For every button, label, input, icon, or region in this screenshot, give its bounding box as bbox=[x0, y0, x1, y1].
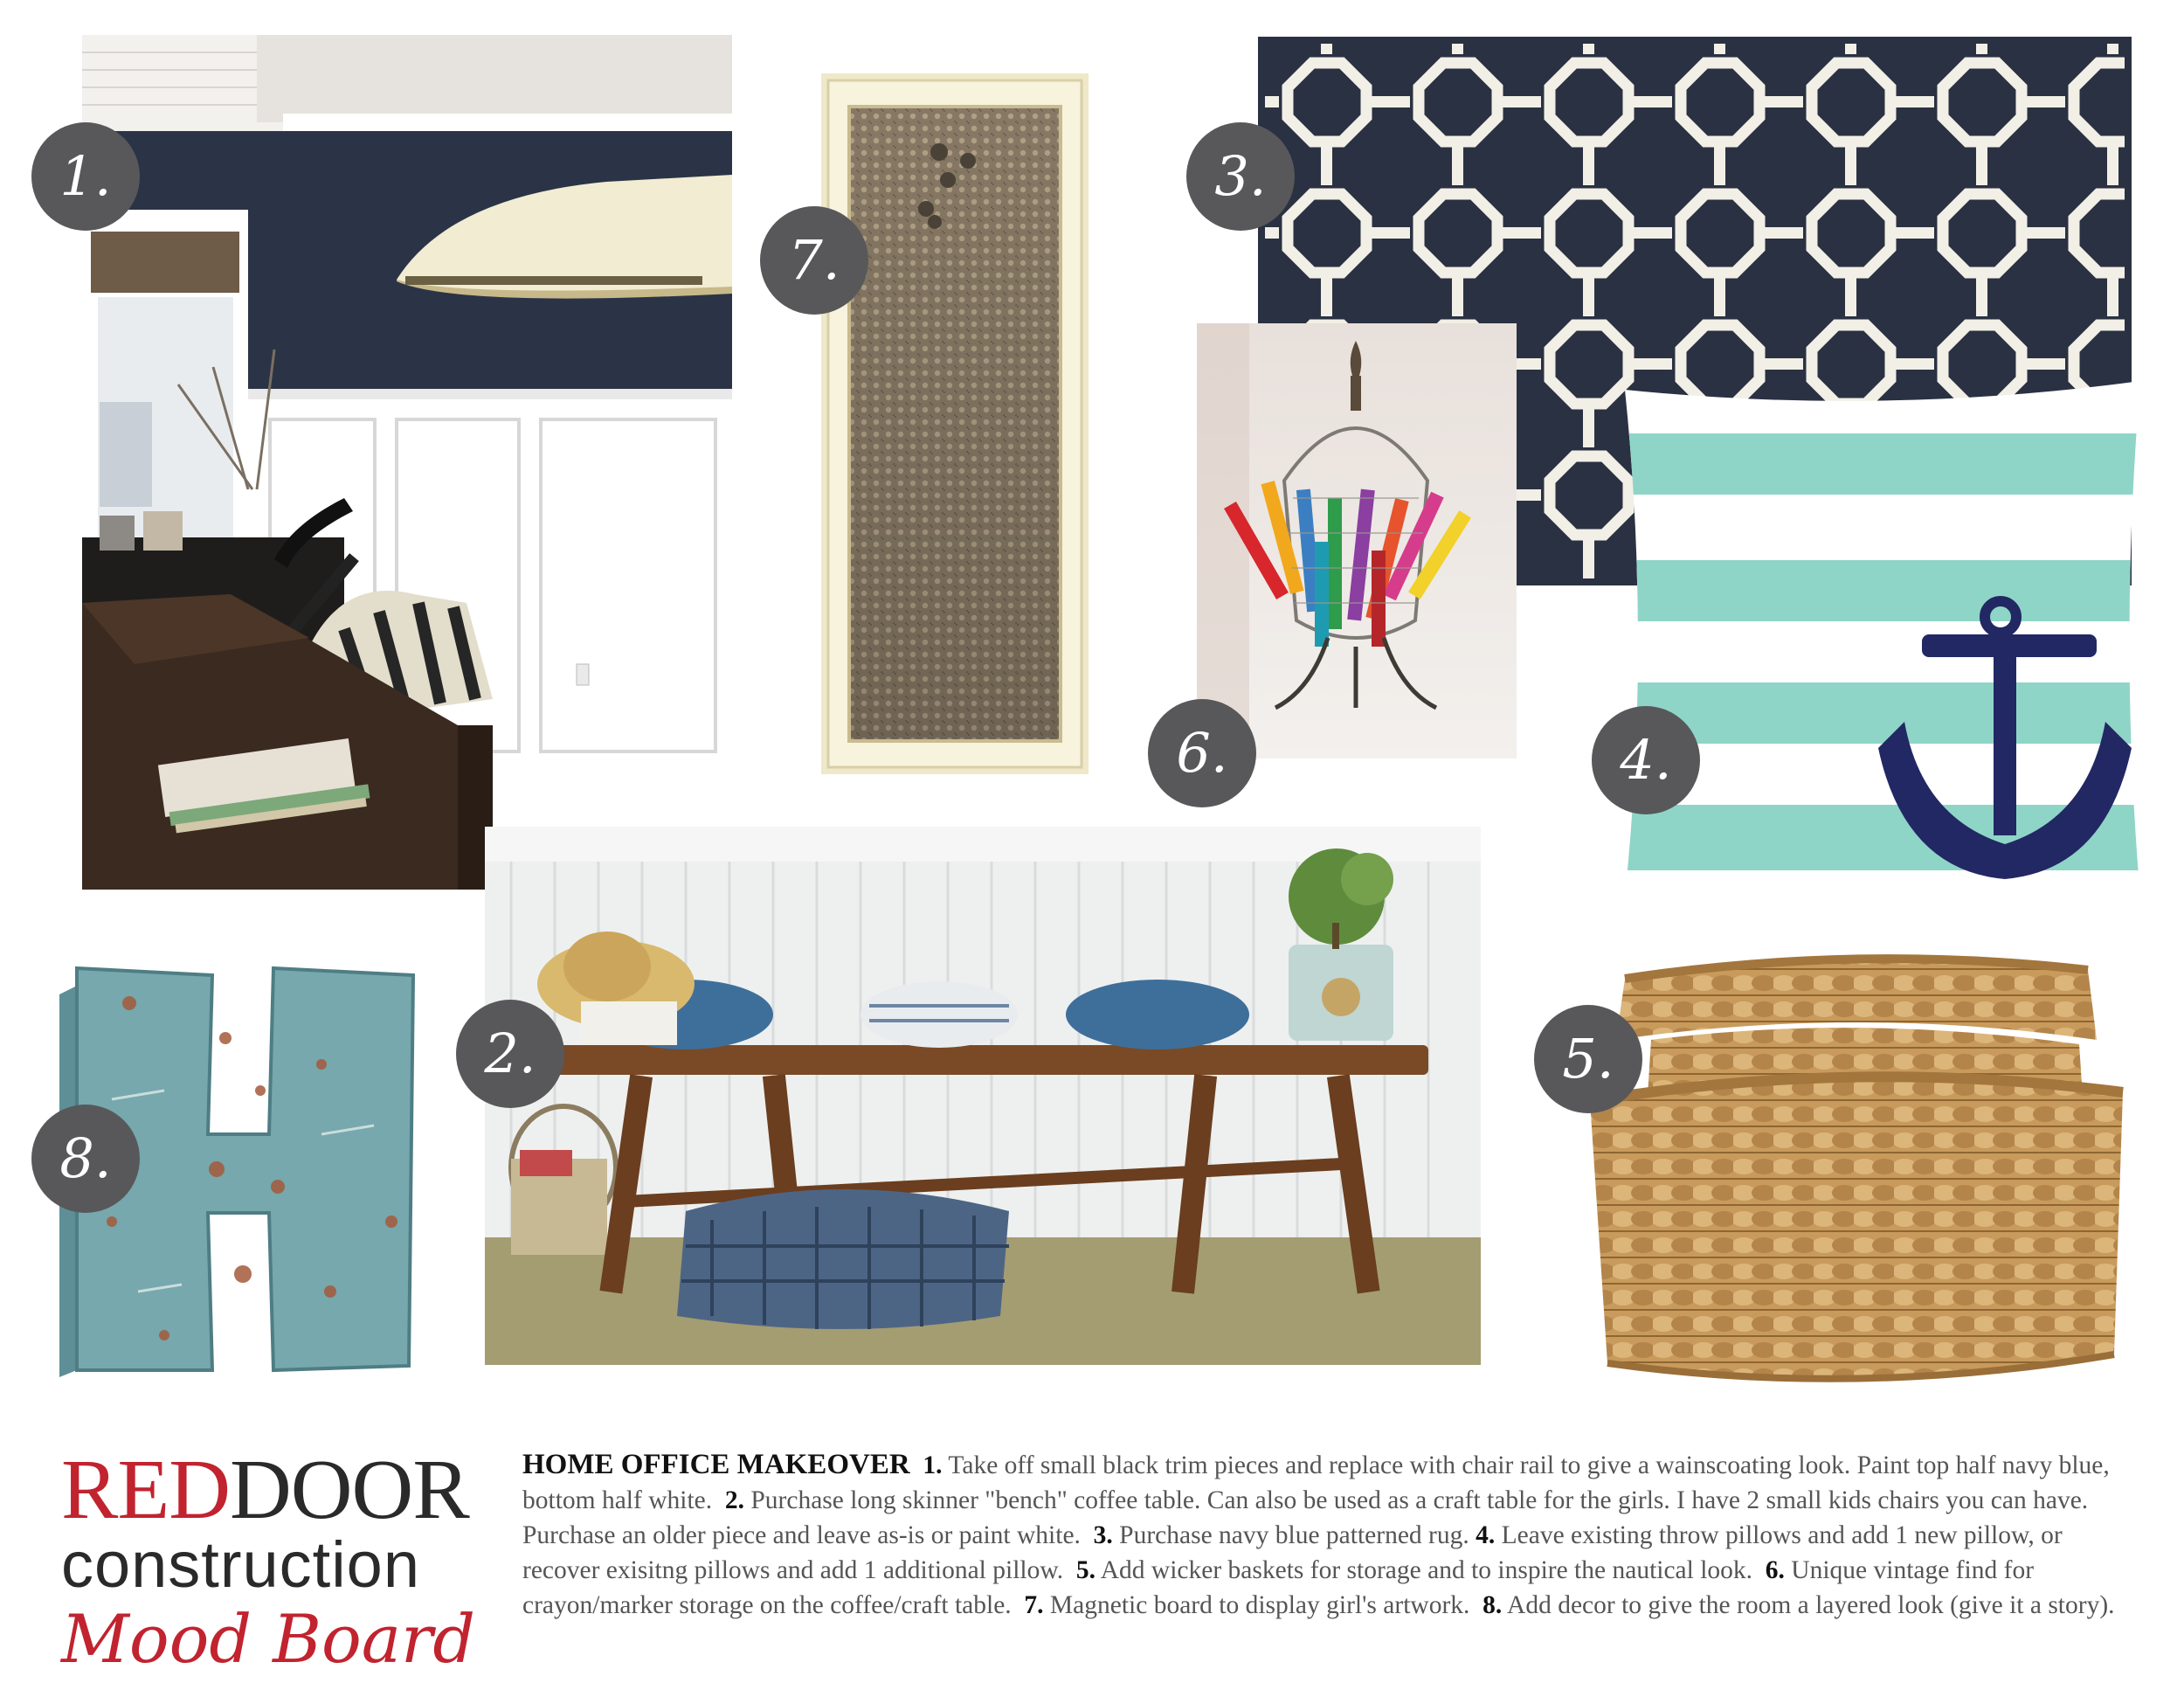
photo-crayon-holder bbox=[1197, 323, 1517, 758]
logo-line-reddoor bbox=[61, 1443, 480, 1537]
badge-4: 4. bbox=[1592, 706, 1700, 814]
badge-2: 2. bbox=[456, 1000, 564, 1108]
logo-door: DOOR bbox=[230, 1443, 469, 1537]
item-number-2: 2. bbox=[724, 1486, 744, 1514]
item-number-7: 7. bbox=[1024, 1591, 1044, 1619]
item-number-5: 5. bbox=[1075, 1556, 1095, 1584]
item-number-1: 1. bbox=[923, 1451, 943, 1479]
logo-construction: construction bbox=[61, 1528, 420, 1601]
description-paragraph bbox=[522, 1447, 2123, 1623]
item-number-3: 3. bbox=[1093, 1521, 1113, 1549]
photo-wicker-basket bbox=[1572, 944, 2140, 1407]
item-text-1: Take off small black trim pieces and replace with chair rail to give a wainscoating look. Paint top half navy blue, bottom half white. bbox=[522, 1451, 2110, 1514]
logo-mood-board: Mood Board bbox=[61, 1600, 476, 1678]
badge-8: 8. bbox=[31, 1105, 140, 1213]
item-text-6: Unique vintage find for crayon/marker storage on the coffee/craft table. bbox=[522, 1556, 2035, 1619]
photo-anchor-pillow bbox=[1616, 381, 2149, 905]
item-number-8: 8. bbox=[1482, 1591, 1503, 1619]
photo-magnetic-board bbox=[821, 73, 1089, 774]
item-text-5: Add wicker baskets for storage and to inspire the nautical look. bbox=[1100, 1556, 1753, 1584]
photo-bench bbox=[485, 827, 1481, 1365]
item-text-4: Leave existing throw pillows and add 1 new pillow, or recover exisitng pillows and add 1 additional pillow. bbox=[522, 1521, 2063, 1584]
badge-5: 5. bbox=[1534, 1005, 1642, 1113]
item-text-8: Add decor to give the room a layered look (give it a story). bbox=[1507, 1591, 2115, 1619]
badge-7: 7. bbox=[760, 206, 868, 315]
logo bbox=[61, 1443, 480, 1681]
badge-1: 1. bbox=[31, 122, 140, 231]
photo-office-room bbox=[82, 35, 732, 890]
badge-6: 6. bbox=[1148, 699, 1256, 807]
badge-3: 3. bbox=[1186, 122, 1295, 231]
item-number-4: 4. bbox=[1476, 1521, 1496, 1549]
item-text-7: Magnetic board to display girl's artwork. bbox=[1049, 1591, 1470, 1619]
item-text-2: Purchase long skinner "bench" coffee table. Can also be used as a craft table for the girls. I have 2 small kids chairs you can have. Purchase an older piece and leave as-is or paint white. bbox=[522, 1486, 2089, 1549]
logo-red: RED bbox=[61, 1443, 230, 1537]
description-title: HOME OFFICE MAKEOVER bbox=[522, 1449, 910, 1480]
item-text-3: Purchase navy blue patterned rug. bbox=[1119, 1521, 1469, 1549]
item-number-6: 6. bbox=[1765, 1556, 1785, 1584]
